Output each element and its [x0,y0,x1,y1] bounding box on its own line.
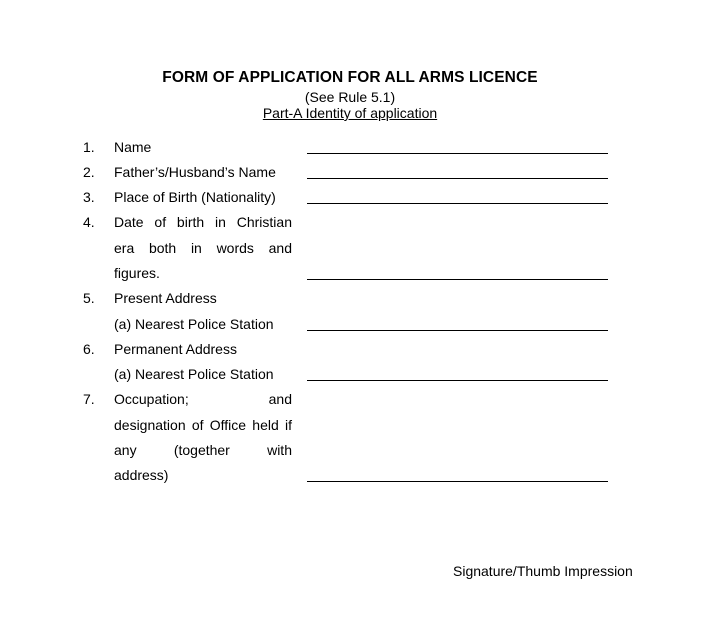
name-field-line[interactable] [307,153,608,154]
item-number-7: 7. [83,391,95,407]
occupation-field-line[interactable] [307,481,608,482]
item-label-occupation-line-3: any (together with [114,442,292,458]
place-of-birth-field-line[interactable] [307,203,608,204]
item-number-5: 5. [83,290,95,306]
present-police-station-field-line[interactable] [307,330,608,331]
item-label-date-of-birth-line-2: era both in words and [114,240,292,256]
item-number-6: 6. [83,341,95,357]
item-label-occupation-line-1: Occupation; and [114,391,292,407]
item-label-place-of-birth: Place of Birth (Nationality) [114,189,276,205]
date-of-birth-field-line[interactable] [307,279,608,280]
father-husband-name-field-line[interactable] [307,178,608,179]
item-number-2: 2. [83,164,95,180]
item-label-occupation-line-2: designation of Office held if [114,417,292,433]
permanent-police-station-field-line[interactable] [307,380,608,381]
form-title: FORM OF APPLICATION FOR ALL ARMS LICENCE [162,69,538,86]
part-heading: Part-A Identity of application [262,105,438,121]
item-label-permanent-address: Permanent Address [114,341,237,357]
item-label-present-address: Present Address [114,290,217,306]
item-label-date-of-birth-line-3: figures. [114,265,160,281]
signature-label: Signature/Thumb Impression [453,563,633,579]
item-label-father-husband-name: Father’s/Husband’s Name [114,164,276,180]
form-subtitle: (See Rule 5.1) [304,89,396,105]
item-label-date-of-birth-line-1: Date of birth in Christian [114,214,292,230]
item-number-1: 1. [83,139,95,155]
item-label-name: Name [114,139,152,155]
item-label-present-police-station: (a) Nearest Police Station [114,316,274,332]
item-number-4: 4. [83,214,95,230]
item-label-permanent-police-station: (a) Nearest Police Station [114,366,274,382]
item-label-occupation-line-4: address) [114,467,169,483]
item-number-3: 3. [83,189,95,205]
